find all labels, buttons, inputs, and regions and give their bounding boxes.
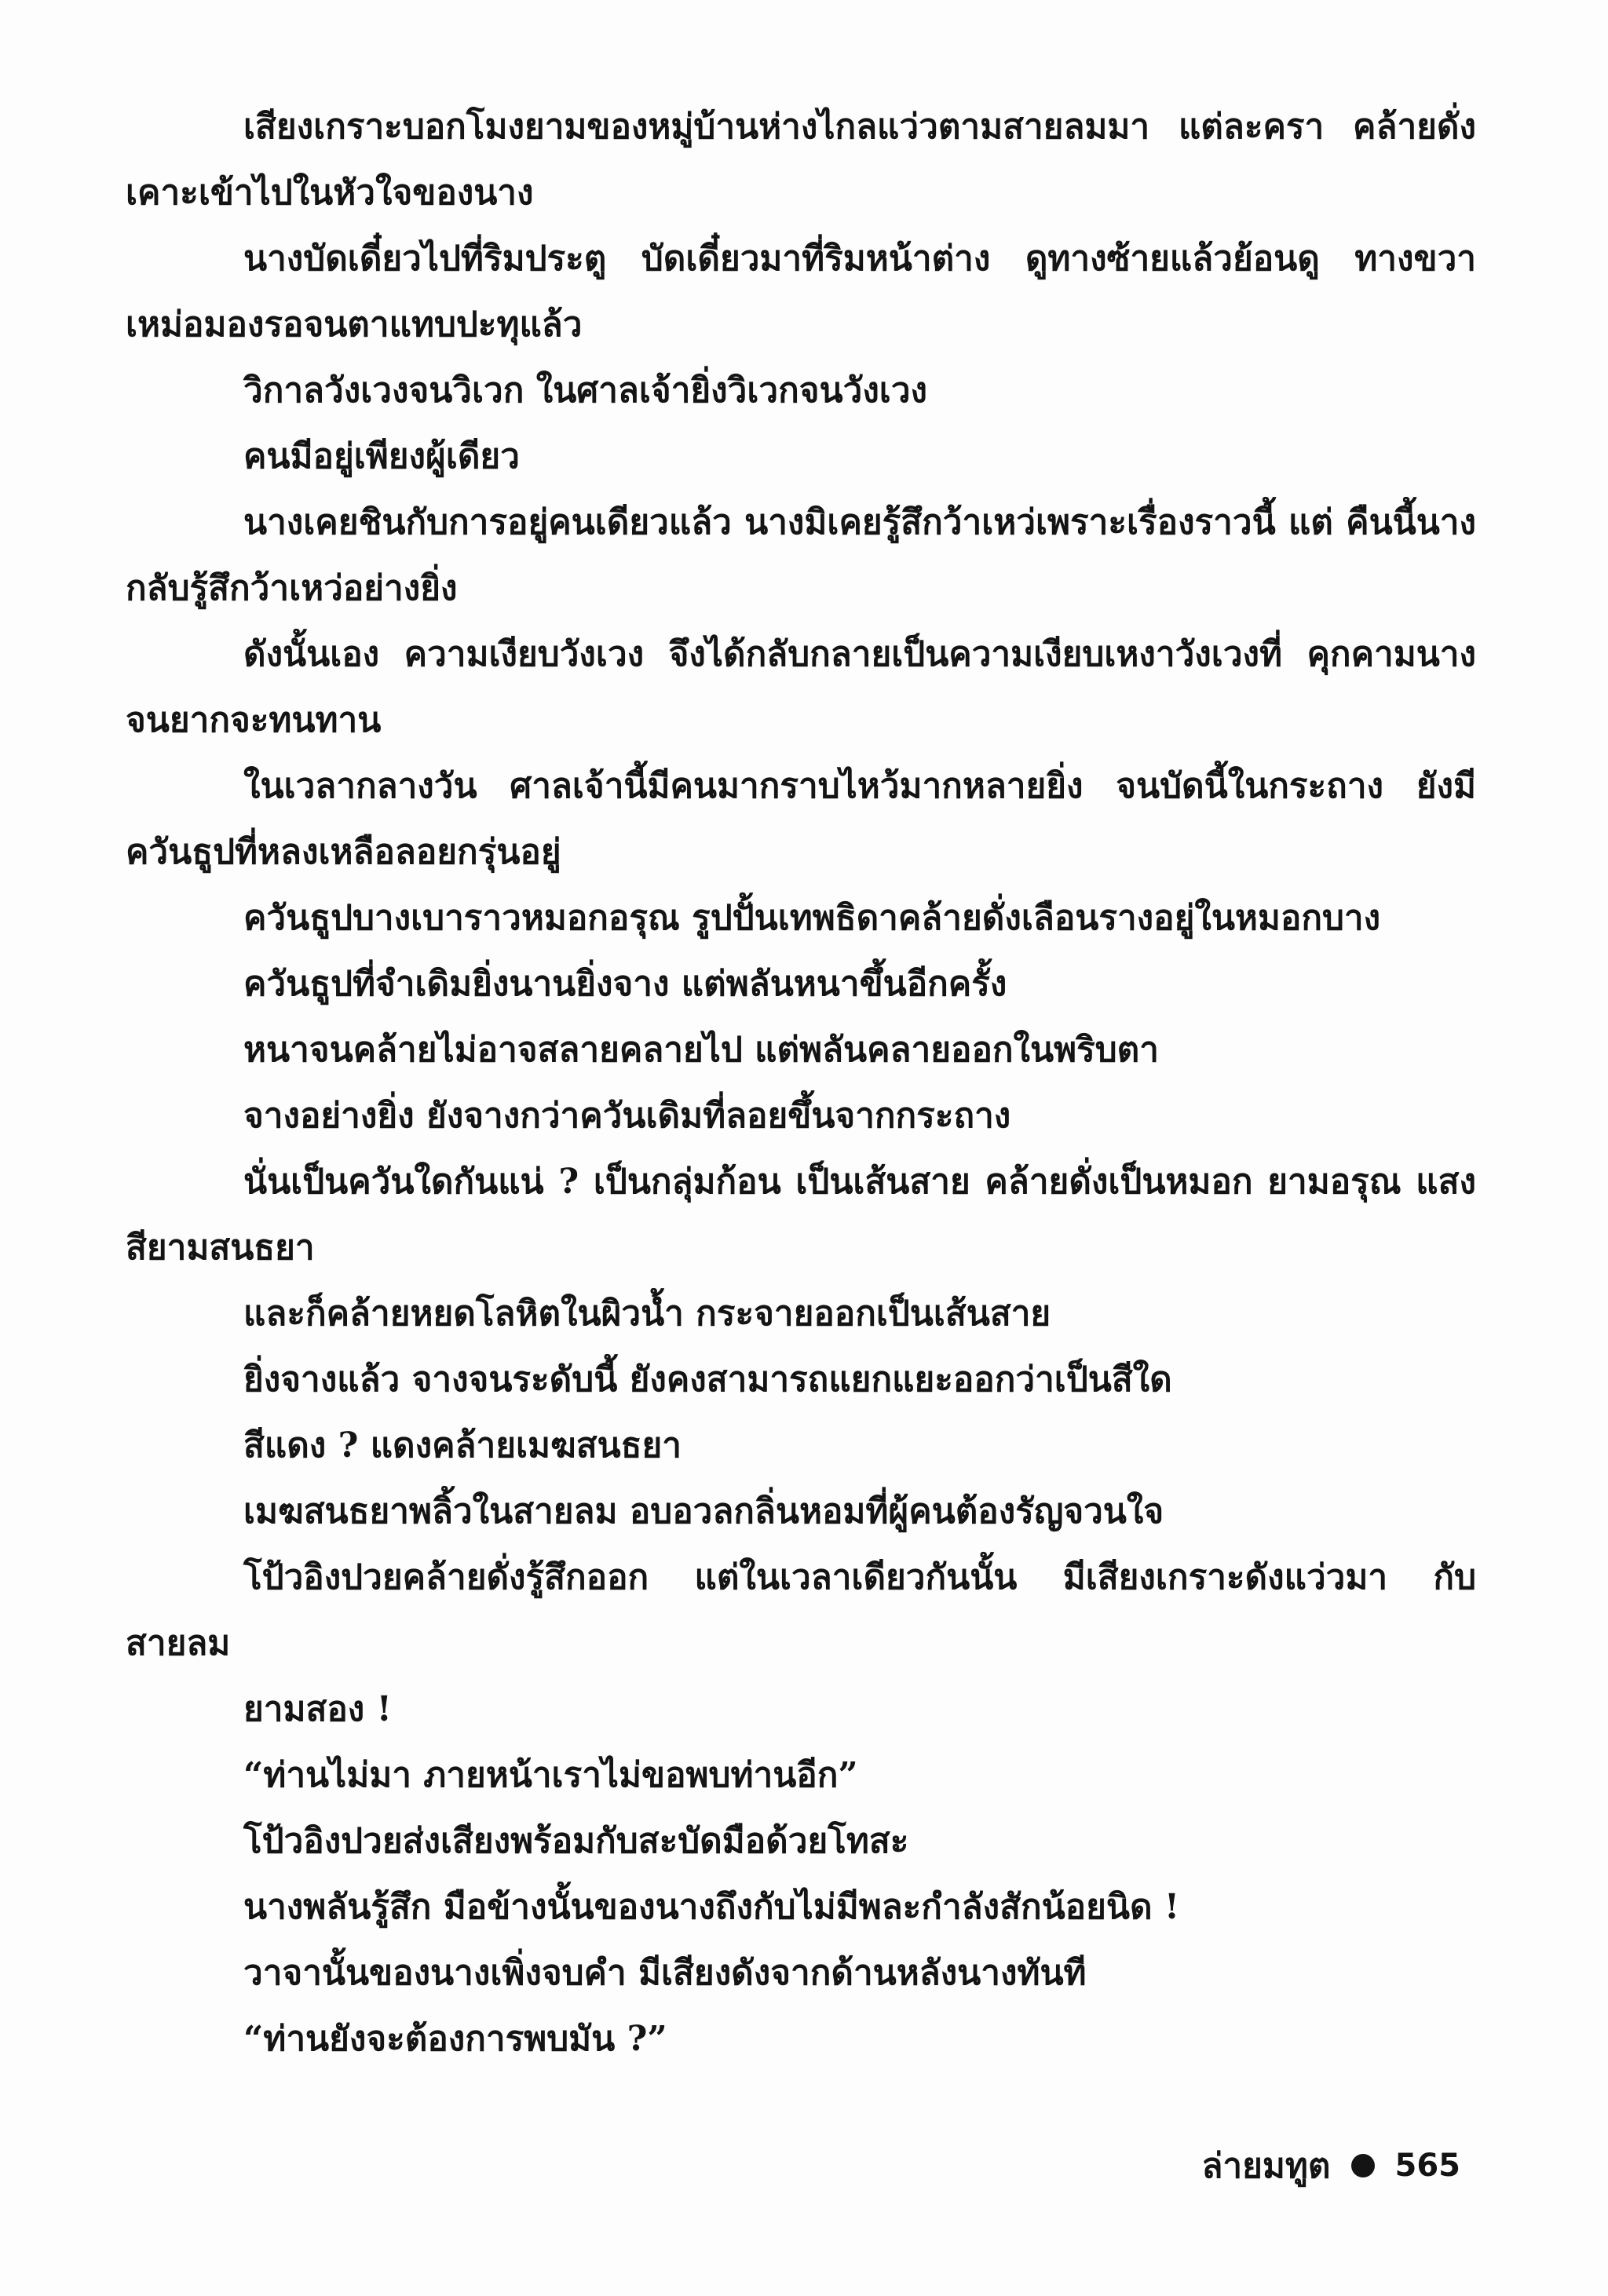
page-number: 565: [1394, 2148, 1460, 2184]
paragraph: วาจานั้นของนางเพิ่งจบคำ มีเสียงดังจากด้านหลังนางทันที: [243, 1953, 1087, 1993]
paragraph: หนาจนคล้ายไม่อาจสลายคลายไป แต่พลันคลายออกในพริบตา: [243, 1030, 1159, 1070]
paragraph: เสียงเกราะบอกโมงยามของหมู่บ้านห่างไกลแว่วตามสายลมมา แต่ละครา คล้ายดั่งเคาะเข้าไปในหัวใจของนาง: [126, 107, 1476, 213]
paragraph: โป้วอิงปวยคล้ายดั่งรู้สึกออก แต่ในเวลาเดียวกันนั้น มีเสียงเกราะดังแว่วมา กับสายลม: [126, 1557, 1476, 1663]
page-footer: [1201, 2138, 1460, 2193]
bullet-icon: [1351, 2154, 1375, 2177]
paragraph: ยามสอง !: [243, 1689, 392, 1729]
body-text: [126, 94, 1476, 2072]
running-title: ล่ายมทูต: [1201, 2146, 1331, 2186]
paragraph: ดังนั้นเอง ความเงียบวังเวง จึงได้กลับกลายเป็นความเงียบเหงาวังเวงที่ คุกคามนางจนยากจะทนทาน: [126, 634, 1476, 740]
paragraph: นางเคยชินกับการอยู่คนเดียวแล้ว นางมิเคยรู้สึกว้าเหว่เพราะเรื่องราวนี้ แต่ คืนนี้นางกลับรู้สึกว้าเหว่อย่างยิ่ง: [126, 502, 1476, 608]
paragraph: นั่นเป็นควันใดกันแน่ ? เป็นกลุ่มก้อน เป็นเส้นสาย คล้ายดั่งเป็นหมอก ยามอรุณ แสงสียามสนธยา: [126, 1162, 1476, 1268]
paragraph: “ท่านไม่มา ภายหน้าเราไม่ขอพบท่านอีก”: [243, 1755, 858, 1795]
paragraph: สีแดง ? แดงคล้ายเมฆสนธยา: [243, 1425, 682, 1466]
paragraph: ในเวลากลางวัน ศาลเจ้านี้มีคนมากราบไหว้มากหลายยิ่ง จนบัดนี้ในกระถาง ยังมีควันธูปที่หลงเหลือลอยกรุ่นอยู่: [126, 766, 1476, 872]
paragraph: คนมีอยู่เพียงผู้เดียว: [243, 436, 520, 476]
paragraph: “ท่านยังจะต้องการพบมัน ?”: [243, 2019, 667, 2059]
paragraph: นางบัดเดี๋ยวไปที่ริมประตู บัดเดี๋ยวมาที่ริมหน้าต่าง ดูทางซ้ายแล้วย้อนดู ทางขวา เหม่อมองรอจนตาแทบปะทุแล้ว: [126, 239, 1476, 345]
paragraph: จางอย่างยิ่ง ยังจางกว่าควันเดิมที่ลอยขึ้นจากกระถาง: [243, 1096, 1011, 1136]
paragraph: ยิ่งจางแล้ว จางจนระดับนี้ ยังคงสามารถแยกแยะออกว่าเป็นสีใด: [243, 1360, 1172, 1400]
paragraph: วิกาลวังเวงจนวิเวก ในศาลเจ้ายิ่งวิเวกจนวังเวง: [243, 370, 928, 411]
paragraph: นางพลันรู้สึก มือข้างนั้นของนางถึงกับไม่มีพละกำลังสักน้อยนิด !: [243, 1887, 1180, 1927]
paragraph: ควันธูปที่จำเดิมยิ่งนานยิ่งจาง แต่พลันหนาขึ้นอีกครั้ง: [243, 964, 1007, 1004]
paragraph: ควันธูปบางเบาราวหมอกอรุณ รูปปั้นเทพธิดาคล้ายดั่งเลือนรางอยู่ในหมอกบาง: [243, 898, 1381, 938]
paragraph: โป้วอิงปวยส่งเสียงพร้อมกับสะบัดมือด้วยโทสะ: [243, 1821, 909, 1861]
paragraph: เมฆสนธยาพลิ้วในสายลม อบอวลกลิ่นหอมที่ผู้คนต้องรัญจวนใจ: [243, 1491, 1164, 1531]
paragraph: และก็คล้ายหยดโลหิตในผิวน้ำ กระจายออกเป็นเส้นสาย: [243, 1294, 1051, 1334]
